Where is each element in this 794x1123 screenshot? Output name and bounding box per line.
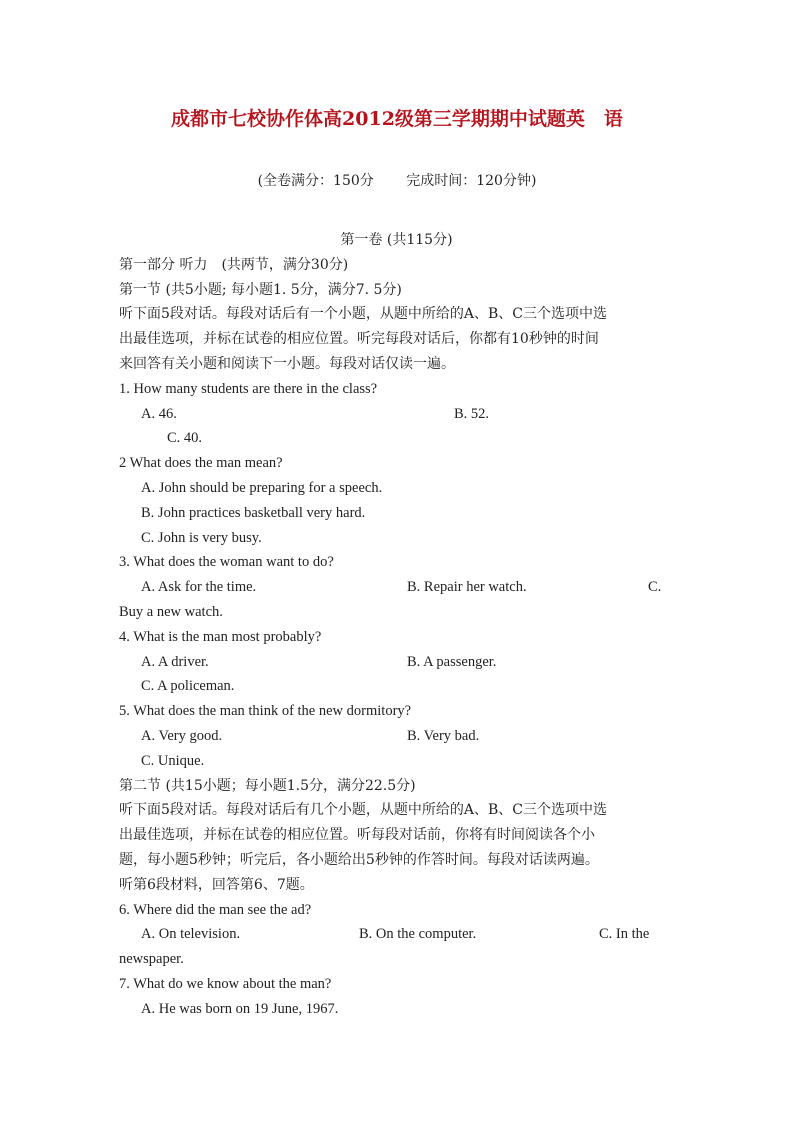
options-row — [119, 575, 674, 600]
options-row — [119, 501, 674, 526]
full-marks: (全卷满分：150分 — [257, 173, 374, 189]
option-a: A. Ask for the time. — [141, 579, 257, 596]
section2-instruction: 出最佳选项，并标在试卷的相应位置。听每段对话前，你将有时间阅读各个小 — [119, 827, 595, 844]
exam-subtitle — [0, 170, 794, 190]
option-a: A. John should be preparing for a speech. — [141, 479, 383, 496]
section2-instruction: 听下面5段对话。每段对话后有几个小题，从题中所给的A、B、C三个选项中选 — [119, 802, 608, 819]
option-c: C. A policeman. — [141, 678, 235, 695]
option-c-continuation: Buy a new watch. — [119, 603, 223, 620]
section1-instruction: 出最佳选项，并标在试卷的相应位置。听完每段对话后，你都有10秒钟的时间 — [119, 331, 599, 348]
option-a: A. 46. — [141, 405, 177, 422]
section2-heading: 第二节 (共15小题；每小题1.5分，满分22.5分) — [119, 777, 416, 794]
option-a: A. Very good. — [141, 727, 223, 744]
option-b: B. John practices basketball very hard. — [141, 504, 366, 521]
question-2: 2 What does the man mean? — [119, 455, 283, 472]
option-a: A. On television. — [141, 926, 241, 943]
options-row — [119, 402, 674, 427]
section1-heading: 第一节 (共5小题; 每小题1. 5分，满分7. 5分) — [119, 281, 402, 298]
question-4: 4. What is the man most probably? — [119, 628, 322, 645]
options-row — [119, 724, 674, 749]
option-c-continuation: newspaper. — [119, 951, 184, 968]
option-c: C. John is very busy. — [141, 529, 262, 546]
options-row — [119, 476, 674, 501]
question-6: 6. Where did the man see the ad? — [119, 901, 312, 918]
question-7: 7. What do we know about the man? — [119, 975, 332, 992]
section1-instruction: 来回答有关小题和阅读下一小题。每段对话仅读一遍。 — [119, 355, 455, 372]
time-limit: 完成时间：120分钟) — [406, 173, 537, 189]
options-row — [119, 674, 674, 699]
options-row — [119, 922, 674, 947]
question-3: 3. What does the woman want to do? — [119, 554, 334, 571]
option-a: A. He was born on 19 June, 1967. — [141, 1000, 339, 1017]
exam-body — [119, 228, 674, 1022]
part1-heading: 第一部分 听力 (共两节，满分30分) — [119, 256, 349, 273]
volume-heading: 第一卷 (共115分) — [340, 232, 453, 248]
options-row — [119, 749, 674, 774]
option-b: B. Repair her watch. — [407, 579, 527, 596]
section2-instruction: 题，每小题5秒钟；听完后，各小题给出5秒钟的作答时间。每段对话读两遍。 — [119, 851, 599, 868]
section2-instruction: 听第6段材料，回答第6、7题。 — [119, 876, 314, 893]
option-b: B. A passenger. — [407, 653, 497, 670]
option-c-label: C. — [648, 579, 662, 596]
options-row — [119, 997, 674, 1022]
option-b: B. On the computer. — [359, 926, 477, 943]
exam-title: 成都市七校协作体高2012级第三学期期中试题英 语 — [171, 108, 623, 130]
options-row — [119, 526, 674, 551]
option-b: B. Very bad. — [407, 727, 480, 744]
section1-instruction: 听下面5段对话。每段对话后有一个小题，从题中所给的A、B、C三个选项中选 — [119, 306, 608, 323]
option-c: C. 40. — [167, 430, 203, 447]
options-row — [119, 650, 674, 675]
options-row — [119, 426, 674, 451]
question-5: 5. What does the man think of the new dormitory? — [119, 703, 412, 720]
question-1: 1. How many students are there in the class? — [119, 380, 378, 397]
option-c-label: C. In the — [599, 926, 650, 943]
option-c: C. Unique. — [141, 752, 205, 769]
option-a: A. A driver. — [141, 653, 209, 670]
option-b: B. 52. — [454, 405, 490, 422]
